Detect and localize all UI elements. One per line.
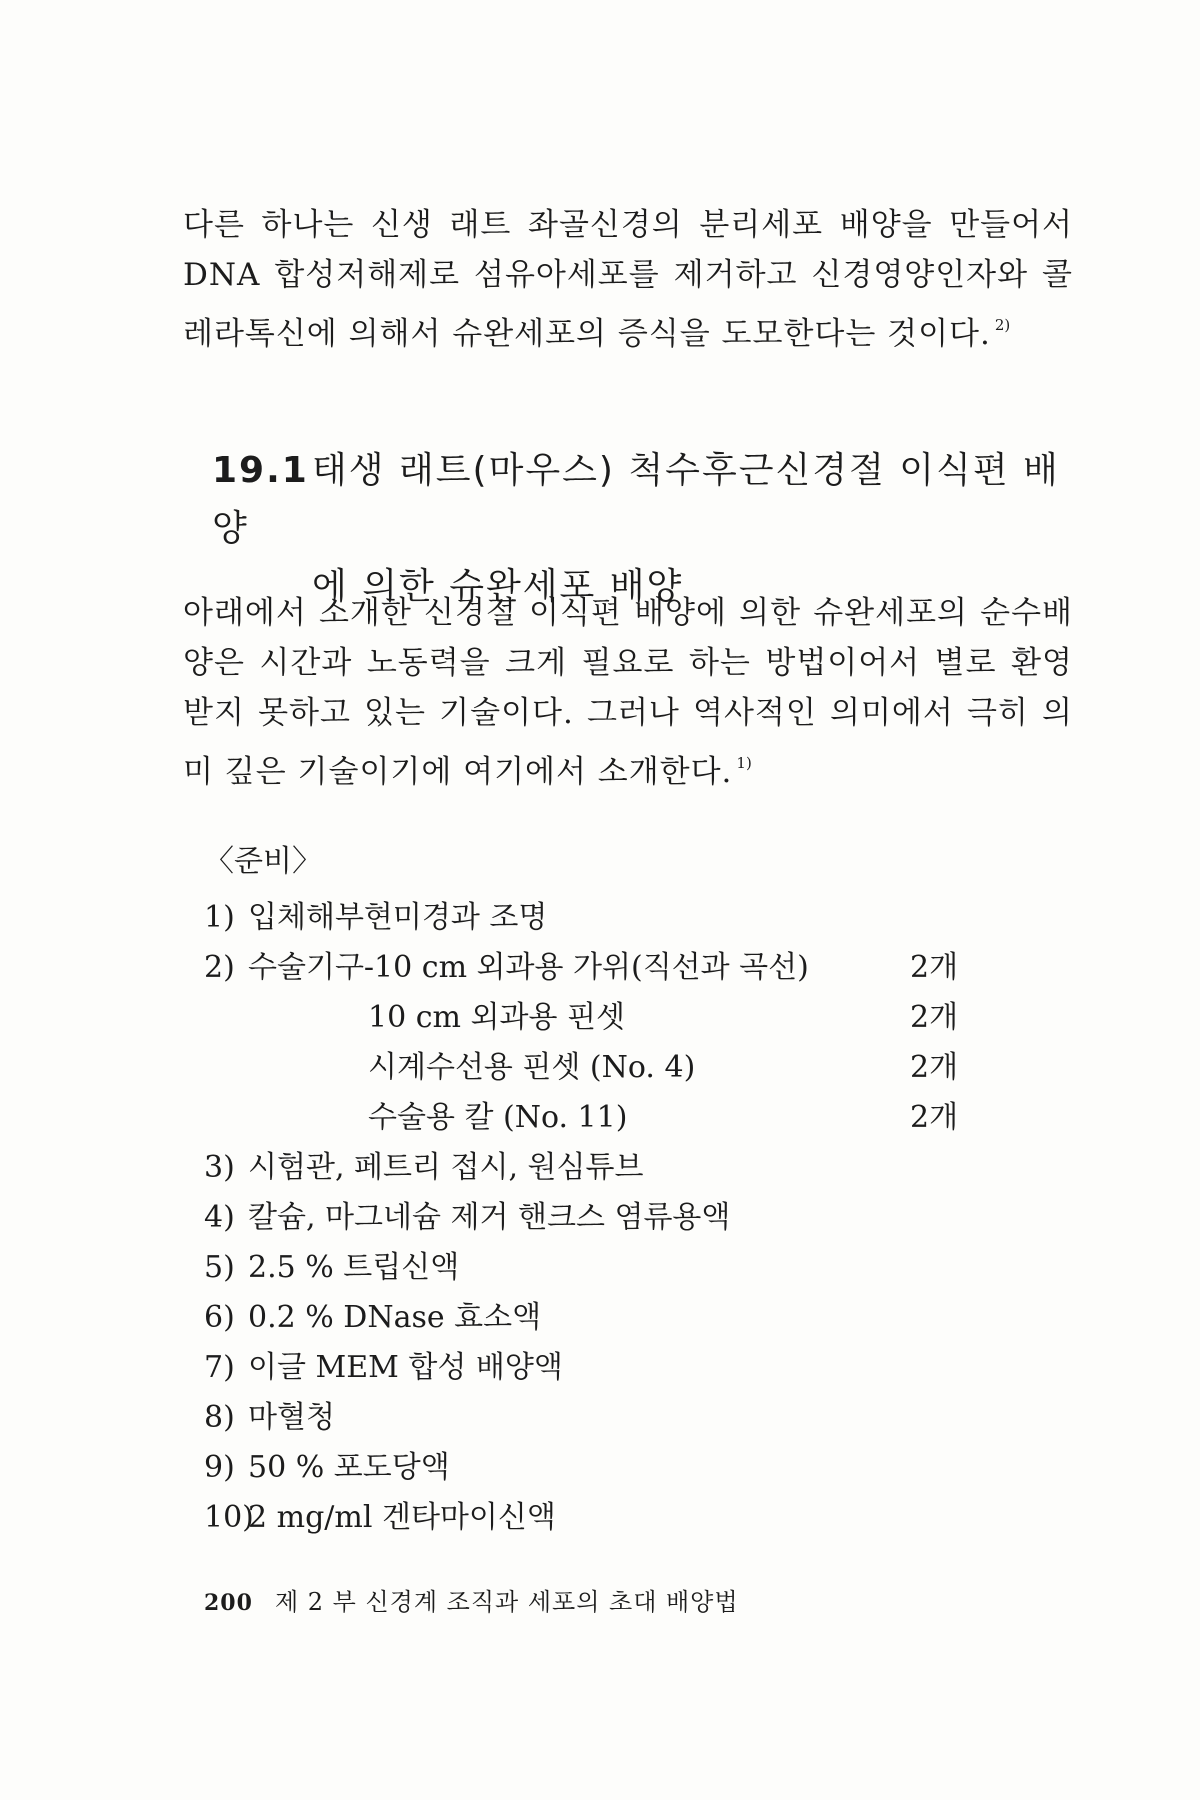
prep-item-number: 9) [204,1450,235,1485]
prep-item-number: 10) [204,1500,254,1535]
prep-list-item [204,993,984,1043]
prep-item-text: 시험관, 페트리 접시, 원심튜브 [248,1150,644,1185]
prep-list [204,893,984,1543]
prep-item-text: 10 cm 외과용 핀셋 [368,1000,625,1035]
intro-text: 다른 하나는 신생 래트 좌골신경의 분리세포 배양을 만들어서 DNA 합성저해제로 섬유아세포를 제거하고 신경영양인자와 콜레라톡신에 의해서 슈완세포의 증식을 도모한다는 것이다. [183,207,1073,352]
prep-item-number: 1) [204,900,235,935]
prep-list-item [204,943,984,993]
prep-list-item [204,1293,984,1343]
prep-item-quantity: 2개 [910,1050,959,1085]
prep-item-text: 수술기구-10 cm 외과용 가위(직선과 곡선) [248,950,809,985]
prep-title: 〈준비〉 [204,844,322,879]
prep-item-text: 50 % 포도당액 [248,1450,450,1485]
prep-item-text: 이글 MEM 합성 배양액 [248,1350,563,1385]
prep-item-quantity: 2개 [910,1100,959,1135]
prep-item-text: 칼슘, 마그네슘 제거 핸크스 염류용액 [248,1200,731,1235]
page-footer [204,1585,739,1620]
prep-list-item [204,1493,984,1543]
prep-item-quantity: 2개 [910,950,959,985]
prep-item-number: 7) [204,1350,235,1385]
prep-item-number: 2) [204,950,235,985]
prep-item-text: 수술용 칼 (No. 11) [368,1100,628,1135]
prep-item-text: 시계수선용 핀셋 (No. 4) [368,1050,696,1085]
prep-item-text: 마혈청 [248,1400,335,1435]
body-text: 아래에서 소개한 신경절 이식편 배양에 의한 슈완세포의 순수배양은 시간과 노동력을 크게 필요로 하는 방법이어서 별로 환영받지 못하고 있는 기술이다. 그러나 역사적인 의미에서 극히 의미 깊은 기술이기에 여기에서 소개한다. [183,595,1073,790]
intro-paragraph [183,200,1073,359]
prep-item-number: 8) [204,1400,235,1435]
page-number: 200 [204,1590,253,1616]
section-title-line1: 태생 래트(마우스) 척수후근신경절 이식편 배양 [212,450,1060,549]
body-reference: 1) [736,754,752,772]
prep-list-item [204,1393,984,1443]
prep-item-text: 2.5 % 트립신액 [248,1250,460,1285]
section-title-line2: 에 의한 슈완세포 배양 [312,566,684,607]
prep-item-text: 2 mg/ml 겐타마이신액 [248,1500,556,1535]
prep-item-number: 5) [204,1250,235,1285]
prep-list-item [204,1443,984,1493]
prep-list-item [204,893,984,943]
prep-list-item [204,1343,984,1393]
prep-list-item [204,1243,984,1293]
prep-item-number: 6) [204,1300,235,1335]
prep-item-number: 4) [204,1200,235,1235]
prep-list-item [204,1043,984,1093]
prep-item-text: 입체해부현미경과 조명 [248,900,548,935]
prep-list-item [204,1193,984,1243]
section-number: 19.1 [212,450,309,491]
prep-list-item [204,1143,984,1193]
intro-reference: 2) [994,316,1011,334]
prep-item-number: 3) [204,1150,235,1185]
prep-list-item [204,1093,984,1143]
running-title: 제 2 부 신경계 조직과 세포의 초대 배양법 [274,1588,739,1616]
prep-item-quantity: 2개 [910,1000,959,1035]
body-paragraph [183,588,1073,797]
prep-item-text: 0.2 % DNase 효소액 [248,1300,542,1335]
